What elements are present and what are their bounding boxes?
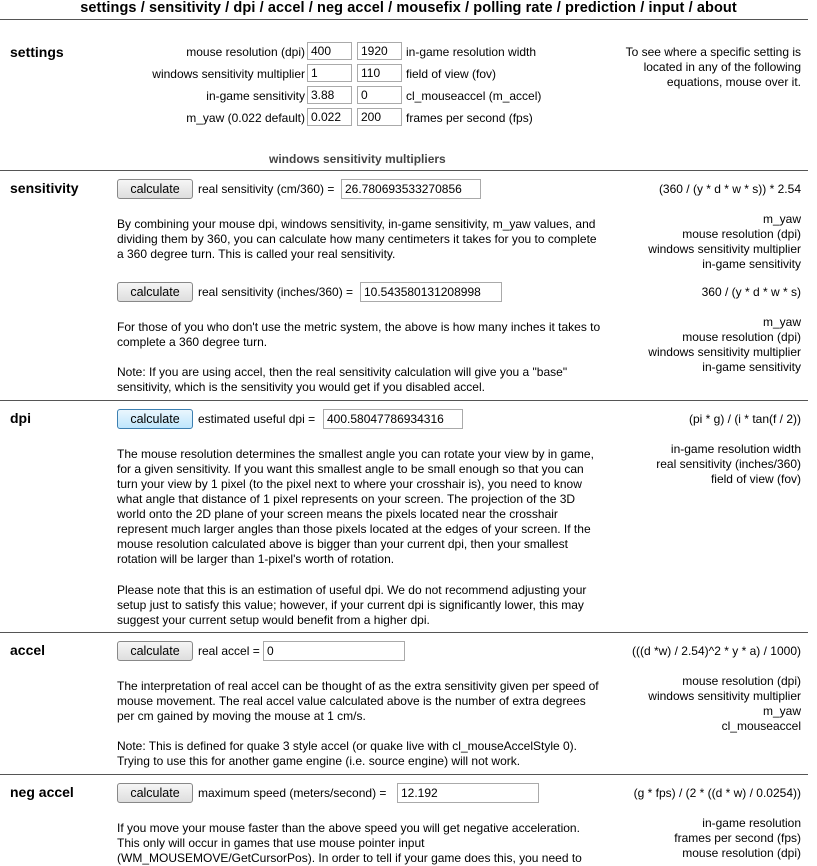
maximum-speed-output[interactable] bbox=[397, 783, 539, 803]
var-ingame-sensitivity[interactable]: in-game sensitivity bbox=[702, 257, 801, 271]
var-dpi[interactable]: mouse resolution (dpi) bbox=[682, 227, 801, 241]
accel-note: Note: This is defined for quake 3 style accel (or quake live with cl_mouseAccelStyle 0). Trying to use this for another game engine (i.e. source engine) will not work. bbox=[117, 739, 577, 768]
windows-sensitivity-input[interactable] bbox=[307, 64, 352, 82]
nav-link-sensitivity[interactable]: sensitivity bbox=[148, 0, 222, 16]
nav-separator: / bbox=[384, 0, 397, 16]
nav-link-dpi[interactable]: dpi bbox=[233, 0, 256, 16]
windows-multipliers-link[interactable]: windows sensitivity multipliers bbox=[269, 152, 446, 166]
section-heading-sensitivity: sensitivity bbox=[10, 180, 79, 196]
var-windows-sensitivity[interactable]: windows sensitivity multiplier bbox=[648, 689, 801, 703]
accel-description: The interpretation of real accel can be thought of as the extra sensitivity given per speed of mouse movement. The real accel value calculated above is the number of extra degrees per cm gained by moving the mouse at 1 cm/s. bbox=[117, 679, 599, 723]
dpi-input[interactable] bbox=[307, 42, 352, 60]
sensitivity-inches-description: For those of you who don't use the metric system, the above is how many inches it takes to complete a 360 degree turn. bbox=[117, 320, 601, 349]
var-real-sensitivity-inches[interactable]: real sensitivity (inches/360) bbox=[656, 457, 801, 471]
real-accel-output[interactable] bbox=[263, 641, 405, 661]
useful-dpi-output[interactable] bbox=[323, 409, 463, 429]
help-line: located in any of the following bbox=[643, 60, 801, 74]
var-fov[interactable]: field of view (fov) bbox=[710, 472, 801, 486]
formula-accel: (((d *w) / 2.54)^2 * y * a) / 1000) bbox=[631, 644, 801, 658]
var-fps[interactable]: frames per second (fps) bbox=[674, 831, 801, 845]
nav-separator: / bbox=[136, 0, 149, 16]
var-dpi[interactable]: mouse resolution (dpi) bbox=[682, 846, 801, 860]
var-dpi[interactable]: mouse resolution (dpi) bbox=[682, 674, 801, 688]
help-line: equations, mouse over it. bbox=[666, 75, 801, 89]
real-sensitivity-cm-output[interactable] bbox=[341, 179, 481, 199]
var-ingame-sensitivity[interactable]: in-game sensitivity bbox=[702, 360, 801, 374]
calculate-cm-button[interactable]: calculate bbox=[117, 179, 193, 199]
nav-separator: / bbox=[255, 0, 268, 16]
label-mouseaccel: cl_mouseaccel (m_accel) bbox=[406, 89, 542, 103]
var-m-yaw[interactable]: m_yaw bbox=[762, 212, 801, 226]
label-fov: field of view (fov) bbox=[406, 67, 497, 81]
calculate-neg-accel-button[interactable]: calculate bbox=[117, 783, 193, 803]
section-heading-neg-accel: neg accel bbox=[10, 784, 74, 800]
nav-link-settings[interactable]: settings bbox=[80, 0, 137, 16]
nav-link-prediction[interactable]: prediction bbox=[565, 0, 637, 16]
nav-link-about[interactable]: about bbox=[696, 0, 737, 16]
dpi-note: Please note that this is an estimation of useful dpi. We do not recommend adjusting your setup just to satisfy this value; however, if your current dpi is significantly lower, this may suggest your current setup would benefit from a higher dpi. bbox=[117, 583, 587, 627]
label-fps: frames per second (fps) bbox=[406, 111, 533, 125]
sensitivity-cm-description: By combining your mouse dpi, windows sensitivity, in-game sensitivity, m_yaw values, and dividing them by 360, you can calculate how many centimeters it takes for you to complete a 360 degree turn. This is called your real sensitivity. bbox=[117, 217, 597, 261]
nav-link-polling-rate[interactable]: polling rate bbox=[473, 0, 553, 16]
formula-neg-accel: (g * fps) / (2 * ((d * w) / 0.0254)) bbox=[633, 786, 801, 800]
nav-separator: / bbox=[552, 0, 566, 16]
section-heading-settings: settings bbox=[10, 44, 64, 60]
nav-separator: / bbox=[636, 0, 649, 16]
calculate-inches-button[interactable]: calculate bbox=[117, 282, 193, 302]
fps-input[interactable] bbox=[357, 108, 402, 126]
var-resolution[interactable]: in-game resolution bbox=[702, 816, 801, 830]
nav-link-mousefix[interactable]: mousefix bbox=[396, 0, 461, 16]
label-useful-dpi: estimated useful dpi = bbox=[198, 412, 316, 426]
nav-separator: / bbox=[221, 0, 234, 16]
ingame-sensitivity-input[interactable] bbox=[307, 86, 352, 104]
resolution-width-input[interactable] bbox=[357, 42, 402, 60]
nav-separator: / bbox=[460, 0, 474, 16]
divider bbox=[0, 19, 808, 20]
label-resolution-width: in-game resolution width bbox=[406, 45, 537, 59]
label-mouse-resolution: mouse resolution (dpi) bbox=[186, 45, 305, 59]
label-real-sensitivity-inches: real sensitivity (inches/360) = bbox=[198, 285, 354, 299]
nav-link-accel[interactable]: accel bbox=[267, 0, 305, 16]
nav-separator: / bbox=[304, 0, 318, 16]
var-windows-sensitivity[interactable]: windows sensitivity multiplier bbox=[648, 242, 801, 256]
real-sensitivity-inches-output[interactable] bbox=[360, 282, 502, 302]
mouseaccel-input[interactable] bbox=[357, 86, 402, 104]
divider bbox=[0, 400, 808, 401]
top-nav bbox=[0, 0, 817, 16]
var-cl-mouseaccel[interactable]: cl_mouseaccel bbox=[721, 719, 801, 733]
neg-accel-description: If you move your mouse faster than the above speed you will get negative acceleration. This only will occur in games that use mouse pointer input (WM_MOUSEMOVE/GetCursorPos). In order to tell if your game does this, you need to bbox=[117, 821, 582, 865]
label-ingame-sensitivity: in-game sensitivity bbox=[206, 89, 305, 103]
label-real-sensitivity-cm: real sensitivity (cm/360) = bbox=[198, 182, 335, 196]
sensitivity-accel-note: Note: If you are using accel, then the real sensitivity calculation will give you a "base" sensitivity, which is the sensitivity you would get if you disabled accel. bbox=[117, 365, 568, 394]
help-line: To see where a specific setting is bbox=[625, 45, 801, 59]
var-resolution-width[interactable]: in-game resolution width bbox=[670, 442, 801, 456]
label-real-accel: real accel = bbox=[198, 644, 260, 658]
divider bbox=[0, 632, 808, 633]
formula-dpi: (pi * g) / (i * tan(f / 2)) bbox=[688, 412, 801, 426]
fov-input[interactable] bbox=[357, 64, 402, 82]
var-dpi[interactable]: mouse resolution (dpi) bbox=[682, 330, 801, 344]
label-windows-sensitivity: windows sensitivity multiplier bbox=[152, 67, 305, 81]
formula-cm: (360 / (y * d * w * s)) * 2.54 bbox=[658, 182, 801, 196]
divider bbox=[0, 774, 808, 775]
nav-link-input[interactable]: input bbox=[648, 0, 685, 16]
calculate-accel-button[interactable]: calculate bbox=[117, 641, 193, 661]
label-m-yaw: m_yaw (0.022 default) bbox=[186, 111, 305, 125]
m-yaw-input[interactable] bbox=[307, 108, 352, 126]
calculate-dpi-button[interactable]: calculate bbox=[117, 409, 193, 429]
divider bbox=[0, 170, 808, 171]
dpi-description: The mouse resolution determines the smallest angle you can rotate your view by in game, for a given sensitivity. If you want this smallest angle to be small enough so that you can turn your view by 1 pixel (to the pixel next to where your crosshair is), you need to know what angle that distance of 1 pixel represents on your screen. The projection of the 3D world onto the 2D plane of your screen means the pixels located near the crosshair represent much larger angles than those pixels located at the edges of your screen. If the mouse resolution calculated above is bigger than your current dpi, then your smallest rotation will be larger than 1-pixel's worth of rotation. bbox=[117, 447, 594, 566]
section-heading-accel: accel bbox=[10, 642, 46, 658]
nav-separator: / bbox=[684, 0, 697, 16]
var-m-yaw[interactable]: m_yaw bbox=[762, 315, 801, 329]
formula-inches: 360 / (y * d * w * s) bbox=[701, 285, 801, 299]
label-maximum-speed: maximum speed (meters/second) = bbox=[198, 786, 387, 800]
section-heading-dpi: dpi bbox=[10, 410, 31, 426]
var-m-yaw[interactable]: m_yaw bbox=[762, 704, 801, 718]
nav-link-neg-accel[interactable]: neg accel bbox=[317, 0, 385, 16]
var-windows-sensitivity[interactable]: windows sensitivity multiplier bbox=[648, 345, 801, 359]
